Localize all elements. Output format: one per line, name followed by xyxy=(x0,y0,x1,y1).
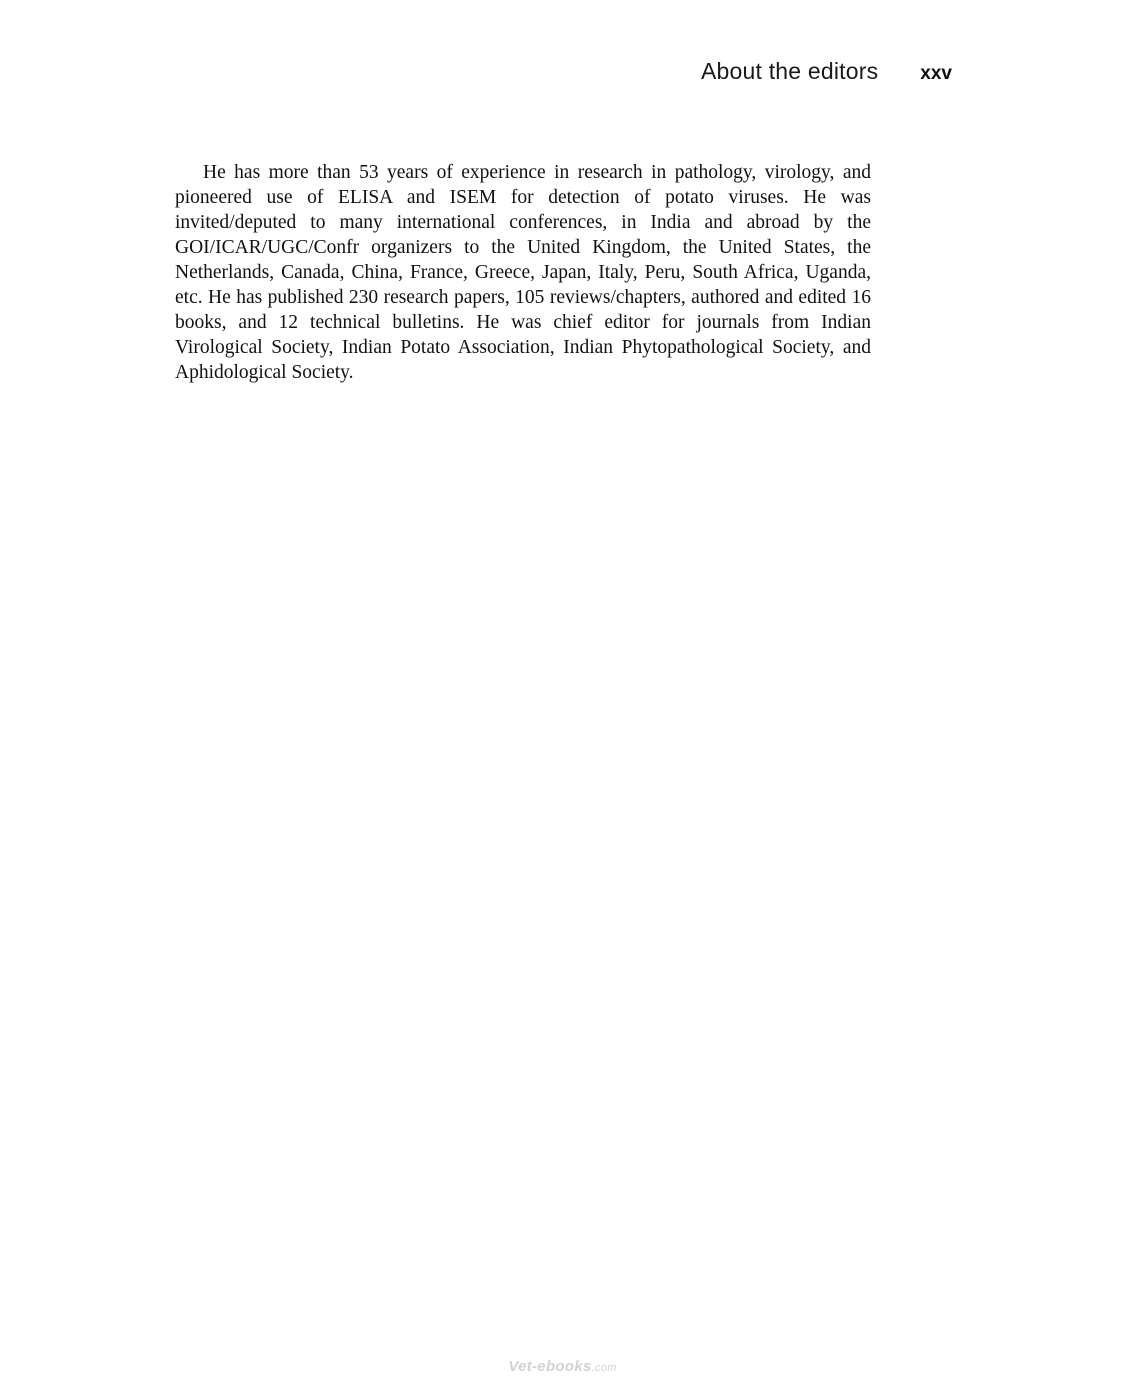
body-paragraph: He has more than 53 years of experience in research in pathology, virology, and pioneered use of ELISA and ISEM for detection of potato viruses. He was invited/deputed to many international conferences, in India and abroad by the GOI/ICAR/UGC/Confr organizers to the United Kingdom, the United States, the Netherlands, Canada, China, France, Greece, Japan, Italy, Peru, South Africa, Uganda, etc. He has published 230 research papers, 105 reviews/chapters, authored and edited 16 books, and 12 technical bulletins. He was chief editor for journals from Indian Virological Society, Indian Potato Association, Indian Phytopathological Society, and Aphidological Society. xyxy=(175,162,871,383)
page-number: xxv xyxy=(920,63,952,84)
watermark-logo xyxy=(0,1358,1125,1375)
section-title: About the editors xyxy=(701,58,879,84)
running-header xyxy=(701,58,952,85)
watermark-brand: Vet-ebooks xyxy=(508,1358,592,1375)
watermark-tld: .com xyxy=(591,1362,617,1374)
